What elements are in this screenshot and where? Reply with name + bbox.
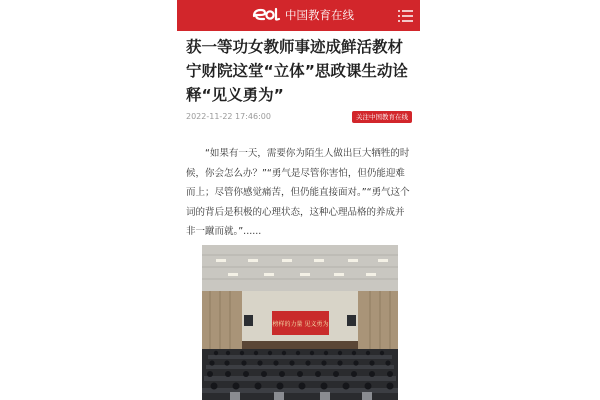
banner-text: 榜样的力量 见义勇为 <box>272 321 329 328</box>
site-name[interactable]: 中国教育在线 <box>285 8 354 22</box>
eol-logo-icon[interactable] <box>251 7 281 23</box>
publish-date: 2022-11-22 17:46:00 <box>186 112 271 121</box>
article-meta <box>186 111 412 125</box>
article-paragraph: “如果有一天，需要你为陌生人做出巨大牺牲的时候，你会怎么办？”“勇气是尽管你害怕，但仍能迎难而上；尽管你感觉痛苦，但仍能直接面对。”“勇气这个词的背后是积极的心理状态，这种心理品格的养成并非一蹴而就。”...... <box>186 148 410 237</box>
menu-icon[interactable] <box>398 9 413 22</box>
top-bar <box>177 0 420 31</box>
auditorium-scene <box>202 245 398 400</box>
article-title: 获一等功女教师事迹成鲜活教材宁财院这堂“立体”思政课生动诠释“见义勇为” <box>186 38 408 104</box>
follow-button[interactable]: 关注中国教育在线 <box>352 111 412 123</box>
article-page <box>177 0 420 400</box>
article-photo <box>202 245 398 400</box>
